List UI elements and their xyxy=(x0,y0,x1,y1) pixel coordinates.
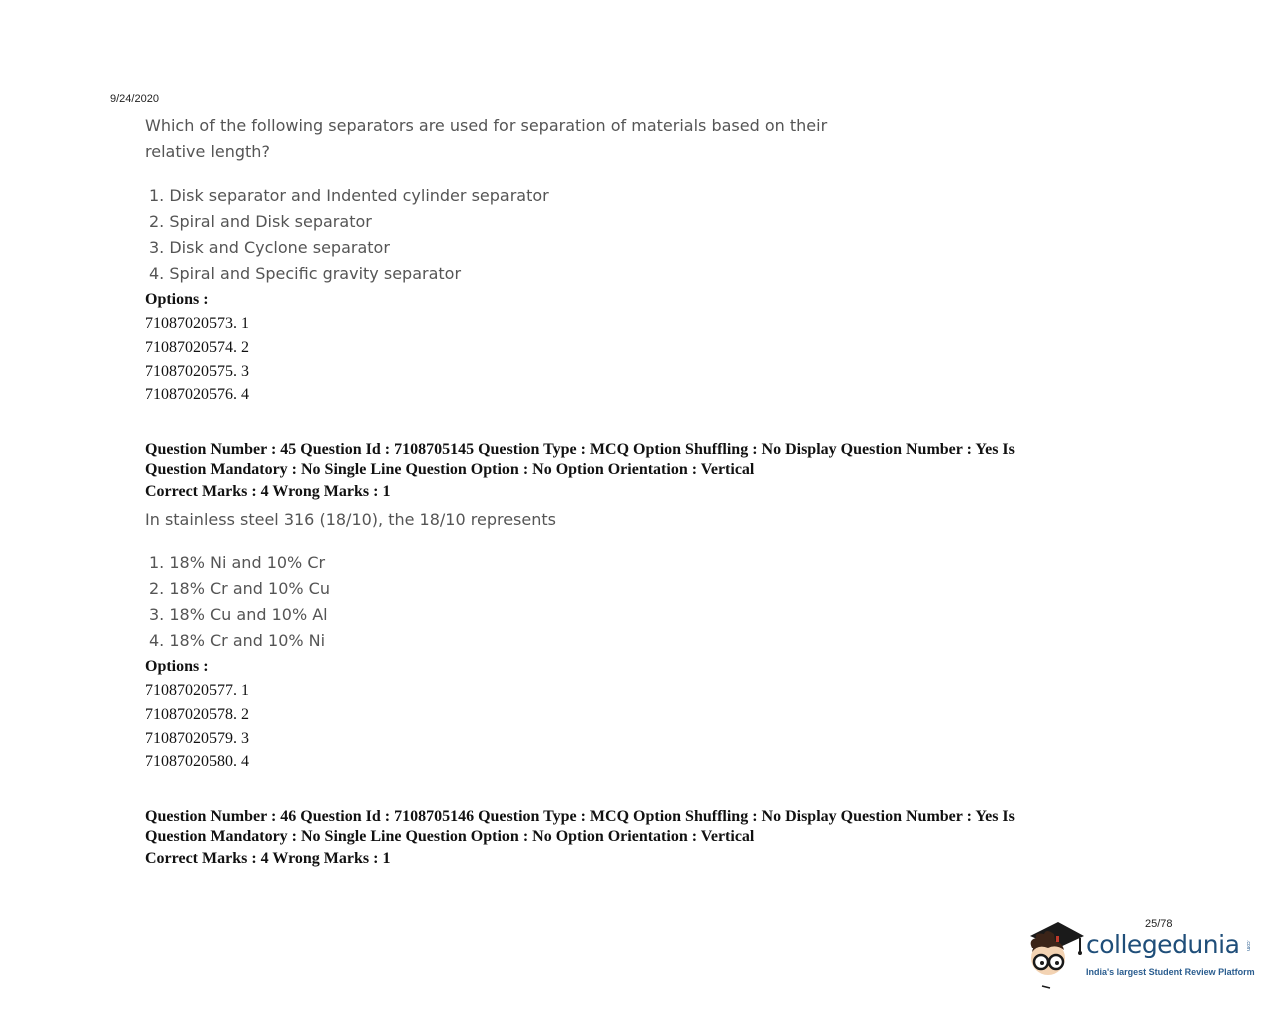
option-id: 71087020576. 4 xyxy=(145,386,249,404)
option-id-list xyxy=(145,312,249,407)
question-46-marks: Correct Marks : 4 Wrong Marks : 1 xyxy=(145,850,391,867)
meta-line: Question Number : 45 Question Id : 7108705145 Question Type : MCQ Option Shuffling : No Display Question Number : Yes Is xyxy=(145,441,1015,458)
choice-item: 3. 18% Cu and 10% Al xyxy=(149,605,328,624)
logo-domain: .com xyxy=(1245,940,1251,951)
option-id: 71087020575. 3 xyxy=(145,362,249,380)
choice-item: 2. 18% Cr and 10% Cu xyxy=(149,579,330,598)
print-date: 9/24/2020 xyxy=(110,93,159,105)
logo-tagline: India's largest Student Review Platform xyxy=(1086,967,1255,977)
choice-item: 3. Disk and Cyclone separator xyxy=(149,238,390,257)
question-45-meta xyxy=(145,440,1105,480)
question-44-text: Which of the following separators are used for separation of materials based on their relative length? xyxy=(145,116,828,161)
meta-line: Question Mandatory : No Single Line Question Option : No Option Orientation : Vertical xyxy=(145,828,755,845)
mascot-icon xyxy=(1022,918,1086,990)
question-45-choices xyxy=(149,550,330,654)
choice-item: 2. Spiral and Disk separator xyxy=(149,212,372,231)
choice-item: 1. Disk separator and Indented cylinder separator xyxy=(149,186,549,205)
option-id: 71087020573. 1 xyxy=(145,315,249,332)
meta-line: Question Number : 46 Question Id : 7108705146 Question Type : MCQ Option Shuffling : No Display Question Number : Yes Is xyxy=(145,808,1015,825)
option-id: 71087020579. 3 xyxy=(145,729,249,747)
choice-item: 1. 18% Ni and 10% Cr xyxy=(149,553,326,572)
question-45-marks: Correct Marks : 4 Wrong Marks : 1 xyxy=(145,483,391,500)
choice-item: 4. Spiral and Specific gravity separator xyxy=(149,264,462,283)
meta-line: Question Mandatory : No Single Line Question Option : No Option Orientation : Vertical xyxy=(145,461,755,478)
option-id: 71087020580. 4 xyxy=(145,753,249,771)
option-id: 71087020577. 1 xyxy=(145,682,249,699)
question-44-choices xyxy=(149,183,549,287)
option-id: 71087020578. 2 xyxy=(145,705,249,723)
logo-wordmark: collegedunia xyxy=(1086,930,1240,959)
collegedunia-logo xyxy=(1022,918,1262,990)
question-45-text: In stainless steel 316 (18/10), the 18/10 represents xyxy=(145,510,556,529)
option-id-list xyxy=(145,679,249,774)
options-label: Options : xyxy=(145,291,209,308)
choice-item: 4. 18% Cr and 10% Ni xyxy=(149,631,326,650)
option-id: 71087020574. 2 xyxy=(145,338,249,356)
page-number: 25/78 xyxy=(1145,918,1173,930)
options-label: Options : xyxy=(145,658,209,675)
question-46-meta xyxy=(145,807,1105,847)
